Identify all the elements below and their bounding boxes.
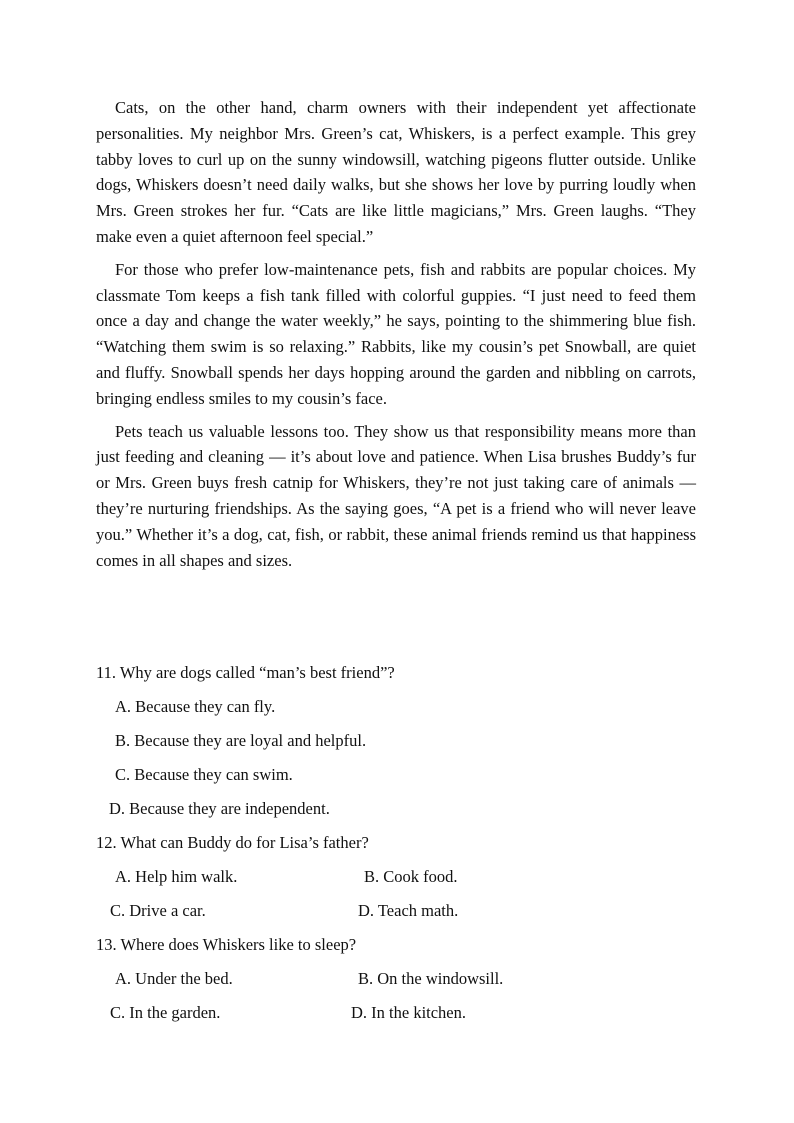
option-row — [96, 966, 696, 1000]
option-row — [96, 796, 696, 830]
answer-option: C. In the garden. — [110, 1003, 221, 1022]
answer-option: C. Because they can swim. — [115, 765, 293, 784]
option-row — [96, 762, 696, 796]
answer-option: D. In the kitchen. — [351, 1003, 467, 1022]
answer-option: D. Because they are independent. — [109, 799, 330, 818]
passage-paragraph: Pets teach us valuable lessons too. They show us that responsibility means more than just feeding and cleaning — it’s about love and patience. When Lisa brushes Buddy’s fur or Mrs. Green buys fresh catnip for Whiskers, they’re not just taking care of animals — they’re nurturing friendships. As the saying goes, “A pet is a friend who will never leave you.” Whether it’s a dog, cat, fish, or rabbit, these animal friends remind us that happiness comes in all shapes and sizes. — [96, 421, 696, 570]
option-row — [96, 694, 696, 728]
question-stem: 13. Where does Whiskers like to sleep? — [96, 935, 357, 954]
option-row — [96, 864, 696, 898]
option-row — [96, 728, 696, 762]
answer-option: D. Teach math. — [358, 901, 459, 920]
answer-option: C. Drive a car. — [110, 901, 206, 920]
option-row — [96, 1000, 696, 1034]
question-stem: 11. Why are dogs called “man’s best friend”? — [96, 663, 395, 682]
answer-option: B. On the windowsill. — [358, 969, 504, 988]
answer-option: A. Help him walk. — [115, 867, 238, 886]
passage-paragraph: For those who prefer low-maintenance pets, fish and rabbits are popular choices. My classmate Tom keeps a fish tank filled with colorful guppies. “I just need to feed them once a day and change the water weekly,” he says, pointing to the shimmering blue fish. “Watching them swim is so relaxing.” Rabbits, like my cousin’s pet Snowball, are quiet and fluffy. Snowball spends her days hopping around the garden and nibbling on carrots, bringing endless smiles to my cousin’s face. — [96, 259, 696, 408]
question-list — [96, 660, 696, 1034]
answer-option: B. Because they are loyal and helpful. — [115, 731, 367, 750]
reading-passage — [96, 95, 696, 580]
passage-paragraph: Cats, on the other hand, charm owners with their independent yet affectionate personalities. My neighbor Mrs. Green’s cat, Whiskers, is a perfect example. This grey tabby loves to curl up on the sunny windowsill, watching pigeons flutter outside. Unlike dogs, Whiskers doesn’t need daily walks, but she shows her love by purring loudly when Mrs. Green strokes her fur. “Cats are like little magicians,” Mrs. Green laughs. “They make even a quiet afternoon feel special.” — [96, 98, 696, 246]
answer-option: A. Because they can fly. — [115, 697, 276, 716]
question-stem: 12. What can Buddy do for Lisa’s father? — [96, 833, 369, 852]
answer-option: A. Under the bed. — [115, 969, 233, 988]
option-row — [96, 898, 696, 932]
answer-option: B. Cook food. — [364, 867, 458, 886]
